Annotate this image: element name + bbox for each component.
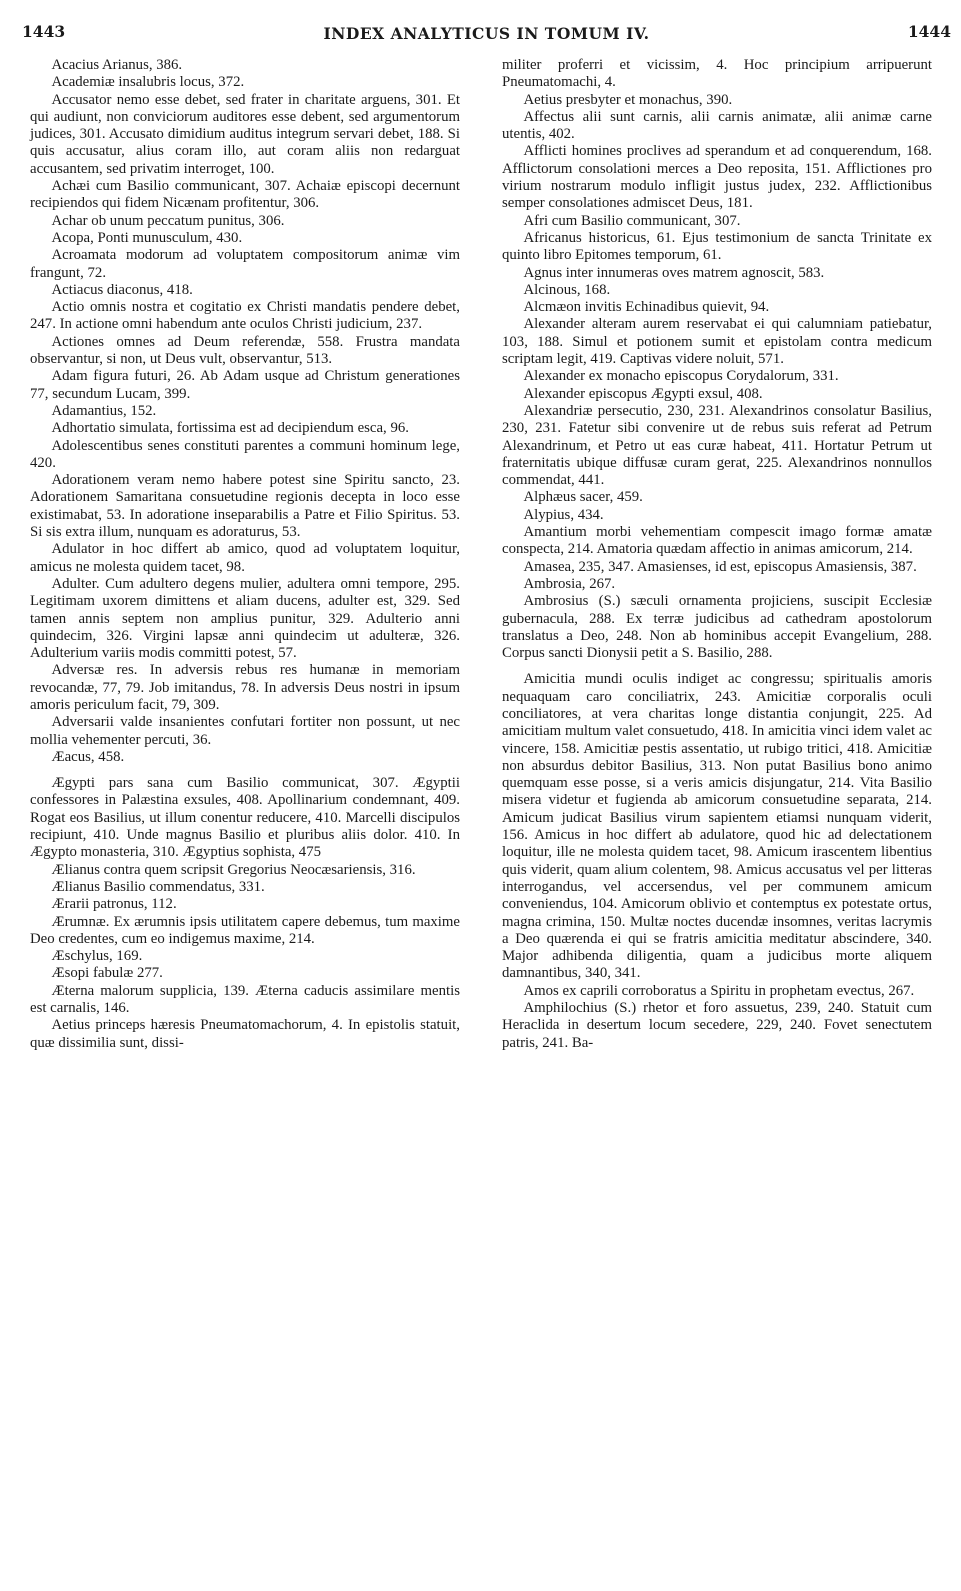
page-number-left: 1443 — [22, 22, 66, 41]
index-entry: Achæi cum Basilio communicant, 307. Achaiæ episcopi decernunt recipiendos qui fidem Nicænam profitentur, 306. — [30, 178, 460, 212]
index-entry: Amasea, 235, 347. Amasienses, id est, episcopus Amasiensis, 387. — [523, 558, 917, 575]
index-entry: Achar ob unum peccatum punitus, 306. — [51, 212, 285, 229]
index-entry: Aetius princeps hæresis Pneumatomachorum, 4. In epistolis statuit, quæ dissimilia sunt, dissi- — [30, 1017, 460, 1051]
index-entry: Æterna malorum supplicia, 139. Æterna caducis assimilare mentis est carnalis, 146. — [30, 982, 460, 1017]
index-entry: Acacius Arianus, 386. — [51, 57, 183, 73]
index-entry: Actiones omnes ad Deum referendæ, 558. Frustra mandata observantur, si non, ut Deus vult, observantur, 513. — [30, 333, 460, 368]
index-entry: Afri cum Basilio communicant, 307. — [523, 212, 741, 229]
index-entry: Ambrosia, 267. — [523, 575, 616, 592]
index-entry: Ælianus Basilio commendatus, 331. — [51, 878, 265, 895]
index-entry: Adversæ res. In adversis rebus res humanæ in memoriam revocandæ, 77, 79. Job imitandus, 78. In adversis Deus nostri in ipsum amoris periculum facit, 79, 309. — [30, 662, 460, 713]
index-entry: Africanus historicus, 61. Ejus testimonium de sancta Trinitate ex quinto libro Epitomes temporum, 61. — [502, 229, 932, 264]
index-entry: Agnus inter innumeras oves matrem agnoscit, 583. — [523, 264, 825, 281]
index-entry: Alypius, 434. — [523, 506, 604, 523]
left-column — [30, 57, 460, 1052]
index-entry: Adulator in hoc differt ab amico, quod ad voluptatem loquitur, amicus ne molesta quidem tacet, 98. — [30, 541, 460, 575]
index-entry: Ælianus contra quem scripsit Gregorius Neocæsariensis, 316. — [51, 861, 416, 878]
index-entry: Ærarii patronus, 112. — [51, 896, 177, 913]
index-entry: Ambrosius (S.) sæculi ornamenta projiciens, suscipit Ecclesiæ gubernacula, 288. Ex terræ judicibus ad cathedram apostolorum translatus a Deo, 248. Non ab hominibus accepit Evangelium, 288. Corpus sancti Dionysii petit a S. Basilio, 288. — [502, 593, 932, 662]
index-entry-continued: militer proferri et vicissim, 4. Hoc principium arripuerunt Pneumatomachi, 4. — [502, 57, 932, 91]
index-entry: Acroamata modorum ad voluptatem compositorum animæ vim frangunt, 72. — [30, 247, 460, 281]
index-entry: Ærumnæ. Ex ærumnis ipsis utilitatem capere debemus, tum maxime Deo credentes, cum eo indigemus maxime, 214. — [30, 913, 460, 947]
index-entry: Adam figura futuri, 26. Ab Adam usque ad Christum generationes 77, secundum Lucam, 399. — [30, 368, 460, 402]
index-entry: Ægypti pars sana cum Basilio communicat, 307. Ægyptii confessores in Palæstina exsules, 408. Apollinarium condemnant, 409. Rogat eos Basilius, ut illum conentur reducere, 410. Marcelli discipulos recipiunt, 410. Unde magnus Basilio et pluribus aliis dolor. 410. In Ægypto monasteria, 310. Ægyptius sophista, 475 — [30, 775, 460, 861]
running-title: INDEX ANALYTICUS IN TOMUM IV. — [323, 24, 650, 43]
index-entry: Alexander ex monacho episcopus Corydalorum, 331. — [523, 368, 839, 385]
index-entry: Adversarii valde insanientes confutari fortiter non possunt, ut nec mollia vehementer percuti, 36. — [30, 714, 460, 748]
index-entry: Amos ex caprili corroboratus a Spiritu in prophetam evectus, 267. — [523, 982, 915, 999]
index-entry: Actiacus diaconus, 418. — [51, 281, 193, 298]
index-entry: Acopa, Ponti munusculum, 430. — [51, 229, 243, 246]
index-entry: Adhortatio simulata, fortissima est ad decipiendum esca, 96. — [51, 420, 409, 437]
index-entry: Alexandriæ persecutio, 230, 231. Alexandrinos consolatur Basilius, 230, 231. Fatetur sibi convenire ut de rebus suis referat ad Petrum Alexandrinum, et Petro ut eas curæ habeat, 411. Hortatur Petrum ut fraternitatis ubique diffusæ curam gerat, 225. Alexandrinos nonnullos commendat, 441. — [502, 402, 932, 489]
index-entry: Amantium morbi vehementiam compescit imago formæ amatæ conspecta, 214. Amatoria quædam affectio in animas amicorum, 214. — [502, 524, 932, 558]
index-entry: Adulter. Cum adultero degens mulier, adultera omni tempore, 295. Legitimam uxorem dimittens et aliam ducens, adulter est, 329. Sed tamen annis septem non amplius punitur, 329. Adulterio anni quindecim, 326. Virgini lapsæ anni quindecim ut adulteræ, 326. Adulterium variis modis committi potest, 57. — [30, 575, 460, 662]
index-entry: Afflicti homines proclives ad sperandum et ad conquerendum, 168. Afflictorum consolationi merces a Deo reposita, 151. Afflictiones pro virium nostrarum modulo infligit justus judex, 232. Afflictionibus semper consolationes admiscet Deus, 181. — [502, 143, 932, 212]
index-entry: Adorationem veram nemo habere potest sine Spiritu sancto, 23. Adorationem Samaritana consuetudine regionis decepta in loco esse existimabat, 53. In adoratione inseparabilis a Patre et Filio Spiritus. 53. Si sis extra illum, nunquam es adoraturus, 53. — [30, 472, 460, 541]
index-entry: Aetius presbyter et monachus, 390. — [523, 91, 733, 108]
index-entry: Amphilochius (S.) rhetor et foro assuetus, 239, 240. Statuit cum Heraclida in desertum locum secedere, 229, 240. Fovet senectutem patris, 241. Ba- — [502, 1000, 932, 1051]
index-entry: Alexander episcopus Ægypti exsul, 408. — [523, 385, 763, 402]
index-entry: Affectus alii sunt carnis, alii carnis animatæ, alii animæ carne utentis, 402. — [502, 108, 932, 143]
page-header — [22, 18, 951, 48]
index-entry: Alphæus sacer, 459. — [523, 489, 643, 506]
index-entry: Accusator nemo esse debet, sed frater in charitate arguens, 301. Et qui audiunt, non conviciorum auditores esse debent, sed argumentorum judices, 301. Accusato dimidium auditus integrum servari debet, 188. Si quis accusatur, alius coram illo, aut coram aliis non redarguat accusantem, sed privatim interroget, 100. — [30, 91, 460, 177]
right-column — [502, 57, 932, 1052]
index-entry: Æsopi fabulæ 277. — [51, 965, 163, 982]
index-entry: Æacus, 458. — [51, 748, 125, 765]
index-entry: Amicitia mundi oculis indiget ac congressu; spiritualis amoris nequaquam caro conciliatrix, 243. Amicitiæ corporalis oculi conciliatores, at vera charitas longe distantia conjungit, 225. Ad amicitiam multum valet consuetudo, 418. In amicitia vinci idem valet ac vincere, 158. Amicitiæ pestis assentatio, ut rubigo tritici, 418. Amicitiæ non absurdus debitor Basilius, 313. Non putat Basilius bono animo quemquam esse posse, si a veris amicis disjungatur, 214. Vita Basilio misera videtur et fugienda ab amicorum consuetudine separata, 214. Amicum judicat Basilius virum sapientem etiamsi nunquam viderit, 156. Amicus in hoc differt ab adulatore, quod hic ad delectationem loquitur, ille ne molesta quidem tacet, 98. Amicum irascentem libentius quis viderit, quam alium colentem, 98. Amicus accusatus vel per litteras interrogandus, vel accersendus, vel per communem amicum conveniendus, 104. Amicorum oblivio et contemptus ex potestate ortus, magna crimina, 150. Multæ noctes ducendæ insomnes, veritas lacrymis a Deo quærenda ei qui se fratris amicitia meditatur abscindere, 340. Major adhibenda diligentia, quam a judicibus morte aliquem damnantibus, 340, 341. — [502, 671, 932, 982]
index-entry: Alcinous, 168. — [523, 281, 611, 298]
page-number-right: 1444 — [907, 22, 951, 41]
index-entry: Adamantius, 152. — [51, 402, 157, 419]
index-entry: Alexander alteram aurem reservabat ei qui calumniam patiebatur, 103, 188. Simul et potionem sumit et epistolam contra medicum scriptam legit, 419. Captivas videre noluit, 571. — [502, 316, 932, 368]
index-entry: Adolescentibus senes constituti parentes a communi hominum lege, 420. — [30, 437, 460, 471]
index-entry: Æschylus, 169. — [51, 948, 143, 965]
index-entry: Actio omnis nostra et cogitatio ex Christi mandatis pendere debet, 247. In actione omni habendum ante oculos Christi judicium, 237. — [30, 299, 460, 333]
index-entry: Alcmæon invitis Echinadibus quievit, 94. — [523, 299, 770, 316]
index-entry: Academiæ insalubris locus, 372. — [51, 74, 245, 91]
